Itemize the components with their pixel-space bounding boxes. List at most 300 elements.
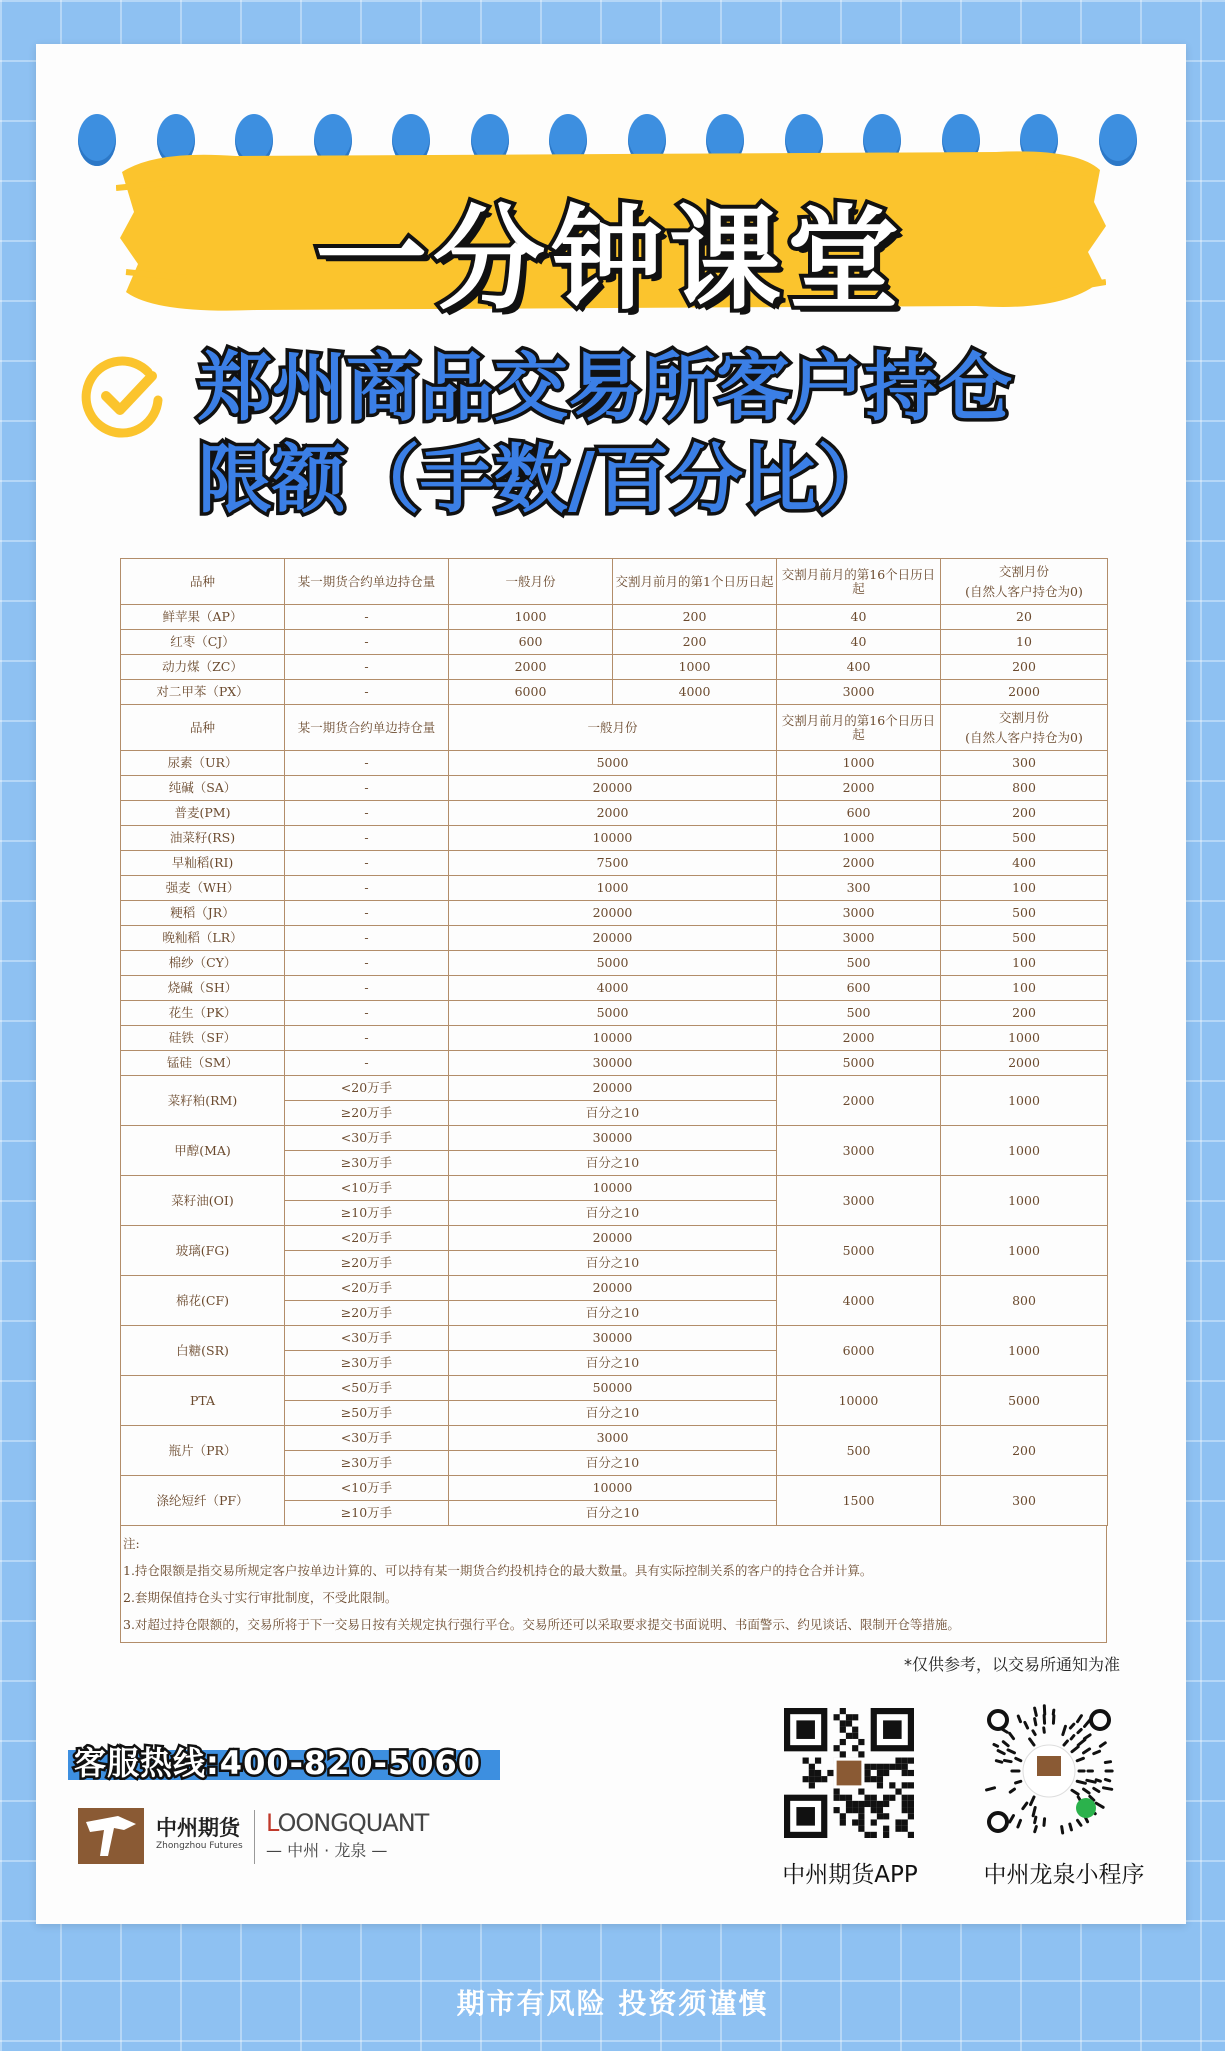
- table-row: [121, 876, 1108, 901]
- table-cell: 10000: [449, 1176, 777, 1201]
- table-row: [121, 926, 1108, 951]
- table-cell: 1000: [941, 1226, 1108, 1276]
- table-cell: 1000: [777, 826, 941, 851]
- table-cell: 1000: [941, 1176, 1108, 1226]
- table-cell: 3000: [777, 1176, 941, 1226]
- table-cell: ≥50万手: [285, 1401, 449, 1426]
- table-cell: 1000: [777, 751, 941, 776]
- qr-module: [827, 1770, 833, 1776]
- qr-module: [889, 1782, 895, 1788]
- table-cell: ≥30万手: [285, 1451, 449, 1476]
- mini-code-eye: [989, 1711, 1007, 1729]
- table-cell: 300: [941, 1476, 1108, 1526]
- mini-code-ray: [1018, 1716, 1020, 1722]
- table-cell: 6000: [449, 680, 613, 705]
- qr-module: [858, 1819, 864, 1825]
- mini-program-code[interactable]: [982, 1704, 1116, 1838]
- table-cell: 30000: [449, 1326, 777, 1351]
- table-cell: 20000: [449, 1076, 777, 1101]
- table-cell: ≥20万手: [285, 1301, 449, 1326]
- qr-module: [902, 1801, 908, 1807]
- qr-module: [834, 1714, 840, 1720]
- table-cell: 棉纱（CY）: [121, 951, 285, 976]
- qr-module: [846, 1720, 852, 1726]
- table-cell: -: [285, 751, 449, 776]
- table-cell: 3000: [449, 1426, 777, 1451]
- mini-code-ray: [1078, 1716, 1082, 1722]
- qr-module: [902, 1770, 908, 1776]
- table-cell: 20000: [449, 1276, 777, 1301]
- logo-divider: [254, 1810, 255, 1864]
- qr-module: [858, 1801, 864, 1807]
- table-cell: 菜籽粕(RM): [121, 1076, 285, 1126]
- qr-module: [834, 1795, 840, 1801]
- table-cell: 10000: [449, 1026, 777, 1051]
- page-title: 一分钟课堂: [315, 195, 905, 325]
- hotline-text: 客服热线:400-820-5060: [74, 1744, 482, 1782]
- loongquant-rest: OONGQUANT: [277, 1809, 429, 1837]
- table-cell: 棉花(CF): [121, 1276, 285, 1326]
- table-cell: <20万手: [285, 1276, 449, 1301]
- table-cell: 800: [941, 776, 1108, 801]
- table-cell: 百分之10: [449, 1451, 777, 1476]
- table-cell: -: [285, 951, 449, 976]
- qr-module: [902, 1782, 908, 1788]
- mini-code-ray: [1105, 1762, 1110, 1763]
- subtitle: [198, 342, 1098, 526]
- mini-code-ray: [1010, 1733, 1014, 1738]
- table-cell: 50000: [449, 1376, 777, 1401]
- table-cell: 5000: [777, 1226, 941, 1276]
- qr-module: [864, 1795, 870, 1801]
- mini-code-eye: [989, 1813, 1007, 1831]
- table-row: [121, 751, 1108, 776]
- table-row: [121, 1326, 1108, 1351]
- mini-code-ray: [1010, 1789, 1014, 1792]
- torn-paper-edge: [36, 1880, 1186, 1940]
- table-cell: 粳稻（JR）: [121, 901, 285, 926]
- qr-module: [883, 1720, 902, 1739]
- table-row: [121, 1226, 1108, 1251]
- qr-module: [815, 1776, 821, 1782]
- table-cell: 30000: [449, 1126, 777, 1151]
- table-cell: <10万手: [285, 1476, 449, 1501]
- qr-module: [796, 1720, 815, 1739]
- mini-code-ray: [1044, 1728, 1045, 1732]
- mini-code-ray: [1035, 1827, 1037, 1832]
- table-cell: 百分之10: [449, 1151, 777, 1176]
- qr-module: [858, 1788, 864, 1794]
- table-cell: 瓶片（PR）: [121, 1426, 285, 1476]
- table-cell: 甲醇(MA): [121, 1126, 285, 1176]
- table-cell: <30万手: [285, 1126, 449, 1151]
- table-cell: 100: [941, 976, 1108, 1001]
- table-cell: 鲜苹果（AP）: [121, 605, 285, 630]
- qr-module: [877, 1807, 883, 1813]
- table-cell: 5000: [941, 1376, 1108, 1426]
- header-cell: 一般月份: [449, 559, 613, 605]
- header-cell: 品种: [121, 559, 285, 605]
- table-cell: 4000: [777, 1276, 941, 1326]
- table-row: [121, 1026, 1108, 1051]
- table-cell: 1500: [777, 1476, 941, 1526]
- qr-module: [871, 1819, 877, 1825]
- mini-code-ray: [1004, 1760, 1011, 1761]
- mini-code-eye: [1091, 1711, 1109, 1729]
- qr-module: [864, 1801, 870, 1807]
- mini-code-ray: [998, 1751, 1004, 1754]
- table-cell: -: [285, 1051, 449, 1076]
- qr-module: [864, 1770, 870, 1776]
- table-cell: 百分之10: [449, 1351, 777, 1376]
- qr-module: [858, 1751, 864, 1757]
- note-line: 3.对超过持仓限额的，交易所将于下一交易日按有关规定执行强行平仓。交易所还可以采取要求提交书面说明、书面警示、约见谈话、限制开仓等措施。: [123, 1617, 960, 1632]
- qr-module: [908, 1807, 914, 1813]
- table-cell: ≥10万手: [285, 1201, 449, 1226]
- table-cell: 20000: [449, 1226, 777, 1251]
- mini-code-logo: [1037, 1756, 1061, 1776]
- mini-code-ray: [1016, 1781, 1021, 1783]
- qr-module: [895, 1764, 901, 1770]
- table-cell: 尿素（UR）: [121, 751, 285, 776]
- qr-module: [846, 1807, 852, 1813]
- mini-code-ray: [1064, 1741, 1067, 1745]
- table-row: [121, 1076, 1108, 1101]
- table-cell: 5000: [449, 951, 777, 976]
- qr-module: [908, 1801, 914, 1807]
- table-cell: 500: [941, 826, 1108, 851]
- table-cell: -: [285, 851, 449, 876]
- table-cell: 2000: [777, 776, 941, 801]
- qr-module: [877, 1782, 883, 1788]
- table-cell: -: [285, 826, 449, 851]
- table-cell: 2000: [449, 801, 777, 826]
- qr-module: [852, 1714, 858, 1720]
- table-cell: 1000: [613, 655, 777, 680]
- table-cell: 4000: [613, 680, 777, 705]
- table-cell: 百分之10: [449, 1401, 777, 1426]
- qr-module: [883, 1801, 889, 1807]
- mini-code-ray: [994, 1744, 998, 1746]
- table-cell: ≥10万手: [285, 1501, 449, 1526]
- table-cell: 1000: [941, 1026, 1108, 1051]
- mini-code-ray: [1044, 1819, 1045, 1826]
- qr-module: [809, 1782, 815, 1788]
- qr-module: [883, 1795, 889, 1801]
- table-cell: 百分之10: [449, 1201, 777, 1226]
- qr-module: [889, 1764, 895, 1770]
- mini-code-ray: [1072, 1747, 1078, 1752]
- table-cell: 20000: [449, 926, 777, 951]
- table-cell: 2000: [941, 680, 1108, 705]
- qr-module: [852, 1727, 858, 1733]
- table-row: [121, 976, 1108, 1001]
- table-cell: 500: [941, 926, 1108, 951]
- table-cell: 2000: [777, 1026, 941, 1051]
- loongquant-initial: L: [266, 1809, 278, 1837]
- table-cell: 百分之10: [449, 1101, 777, 1126]
- table-cell: 4000: [449, 976, 777, 1001]
- mini-code-ray: [1008, 1750, 1014, 1753]
- header-cell: 品种: [121, 705, 285, 751]
- table-cell: 100: [941, 951, 1108, 976]
- qr-module: [871, 1801, 877, 1807]
- table-cell: 强麦（WH）: [121, 876, 285, 901]
- mini-code-ray: [1031, 1797, 1034, 1805]
- qr-module: [864, 1776, 870, 1782]
- table-cell: 200: [941, 655, 1108, 680]
- header-cell: 某一期货合约单边持仓量: [285, 559, 449, 605]
- table-cell: 30000: [449, 1051, 777, 1076]
- qr-module: [877, 1813, 883, 1819]
- qr-module: [840, 1739, 846, 1745]
- table-cell: 1000: [449, 876, 777, 901]
- note-line: 1.持仓限额是指交易所规定客户按单边计算的、可以持有某一期货合约投机持仓的最大数量。具有实际控制关系的客户的持仓合并计算。: [123, 1563, 873, 1578]
- mini-code-ray: [987, 1788, 995, 1790]
- header-cell: 交割月前月的第16个日历日起: [777, 705, 941, 751]
- mini-code-ray: [1070, 1824, 1072, 1830]
- table-cell: 动力煤（ZC）: [121, 655, 285, 680]
- table-row: [121, 655, 1108, 680]
- table-cell: 10: [941, 630, 1108, 655]
- qr-module: [796, 1807, 815, 1826]
- table-cell: 300: [941, 751, 1108, 776]
- disclaimer: *仅供参考，以交易所通知为准: [903, 1655, 1120, 1674]
- table-cell: 纯碱（SA）: [121, 776, 285, 801]
- table-cell: 5000: [449, 1001, 777, 1026]
- qr-module: [809, 1770, 815, 1776]
- mini-code-ray: [1087, 1780, 1095, 1782]
- qr-module: [908, 1770, 914, 1776]
- table-row: [121, 826, 1108, 851]
- table-cell: -: [285, 605, 449, 630]
- table-cell: 500: [777, 1426, 941, 1476]
- header-line: 交割月份: [998, 709, 1049, 725]
- qr-module: [883, 1764, 889, 1770]
- table-cell: PTA: [121, 1376, 285, 1426]
- mini-code-ray: [1070, 1724, 1073, 1728]
- position-limit-table: [120, 558, 1108, 1526]
- qr-module: [864, 1764, 870, 1770]
- table-cell: 40: [777, 630, 941, 655]
- mini-code-ray: [1018, 1820, 1021, 1827]
- table-cell: 5000: [449, 751, 777, 776]
- qr-module: [809, 1764, 815, 1770]
- table-cell: 2000: [941, 1051, 1108, 1076]
- table-cell: ≥20万手: [285, 1101, 449, 1126]
- qr-module: [840, 1727, 846, 1733]
- table-cell: 1000: [941, 1076, 1108, 1126]
- table-cell: 200: [941, 1426, 1108, 1476]
- qr-module: [840, 1720, 846, 1726]
- table-cell: -: [285, 630, 449, 655]
- hotline: [68, 1738, 508, 1786]
- header-cell: 一般月份: [449, 705, 777, 751]
- table-row: [121, 1176, 1108, 1201]
- qr-module: [840, 1819, 846, 1825]
- qr-module: [852, 1733, 858, 1739]
- table-cell: -: [285, 680, 449, 705]
- qr-module: [871, 1832, 877, 1838]
- table-cell: 20000: [449, 776, 777, 801]
- table-cell: <10万手: [285, 1176, 449, 1201]
- table-cell: 5000: [777, 1051, 941, 1076]
- qr-module: [840, 1795, 846, 1801]
- table-row: [121, 1426, 1108, 1451]
- table-row: [121, 801, 1108, 826]
- mini-program-label: 中州龙泉小程序: [983, 1862, 1145, 1888]
- table-cell: 红枣（CJ）: [121, 630, 285, 655]
- table-row: [121, 1476, 1108, 1501]
- table-cell: 6000: [777, 1326, 941, 1376]
- table-cell: 1000: [941, 1326, 1108, 1376]
- qr-module: [846, 1801, 852, 1807]
- table-cell: 3000: [777, 926, 941, 951]
- qr-module: [858, 1826, 864, 1832]
- table-cell: 10000: [777, 1376, 941, 1426]
- qr-module: [852, 1745, 858, 1751]
- mini-code-ray: [1003, 1742, 1008, 1746]
- table-cell: 花生（PK）: [121, 1001, 285, 1026]
- table-cell: 600: [777, 801, 941, 826]
- qr-module: [895, 1788, 901, 1794]
- mini-code-ray: [1096, 1780, 1100, 1781]
- mini-code-ray: [1077, 1758, 1083, 1760]
- header-cell: 交割月前月的第1个日历日起: [613, 559, 777, 605]
- qr-module: [837, 1761, 862, 1786]
- mini-code-ray: [1071, 1736, 1074, 1739]
- table-row: [121, 1126, 1108, 1151]
- table-cell: 40: [777, 605, 941, 630]
- table-cell: 1000: [449, 605, 613, 630]
- position-limit-table-section: [120, 558, 1107, 1632]
- mini-code-ray: [1096, 1803, 1103, 1807]
- qr-module: [883, 1832, 889, 1838]
- qr-module: [902, 1795, 908, 1801]
- table-cell: -: [285, 926, 449, 951]
- app-qr-code[interactable]: [784, 1708, 914, 1838]
- table-cell: -: [285, 901, 449, 926]
- qr-module: [877, 1770, 883, 1776]
- mini-code-ray: [1033, 1807, 1035, 1815]
- qr-module: [877, 1776, 883, 1782]
- table-cell: 1000: [941, 1126, 1108, 1176]
- table-header-row: [121, 705, 1108, 751]
- binder-hole: [78, 114, 116, 166]
- mini-code-ray: [1025, 1722, 1028, 1728]
- qr-module: [902, 1764, 908, 1770]
- table-cell: 20000: [449, 901, 777, 926]
- header-cell: [941, 705, 1108, 751]
- note-line: 注:: [123, 1536, 140, 1551]
- qr-module: [902, 1758, 908, 1764]
- mini-code-ray: [1072, 1790, 1078, 1794]
- header-cell: 交割月前月的第16个日历日起: [777, 559, 941, 605]
- mini-code-ray: [1016, 1758, 1021, 1760]
- mini-code-ray: [1094, 1751, 1100, 1753]
- table-cell: 2000: [777, 851, 941, 876]
- qr-module: [895, 1819, 901, 1825]
- qr-module: [821, 1776, 827, 1782]
- qr-module: [877, 1801, 883, 1807]
- subtitle-line-2: 限额（手数/百分比）: [198, 437, 892, 523]
- qr-module: [803, 1776, 809, 1782]
- mini-code-ray: [1033, 1731, 1035, 1735]
- mini-code-ray: [1062, 1827, 1063, 1833]
- app-qr-label: 中州期货APP: [782, 1862, 918, 1888]
- mini-code-ray: [1063, 1726, 1066, 1734]
- check-circle-icon: [78, 352, 168, 442]
- qr-module: [834, 1745, 840, 1751]
- qr-module: [902, 1807, 908, 1813]
- table-cell: 3000: [777, 1126, 941, 1176]
- table-cell: 3000: [777, 680, 941, 705]
- qr-module: [871, 1807, 877, 1813]
- header-cell: 某一期货合约单边持仓量: [285, 705, 449, 751]
- table-cell: 300: [777, 876, 941, 901]
- mini-code-ray: [1094, 1788, 1099, 1791]
- note-line: 2.套期保值持仓头寸实行审批制度，不受此限制。: [123, 1590, 398, 1605]
- table-cell: 500: [777, 951, 941, 976]
- qr-module: [871, 1764, 877, 1770]
- qr-module: [858, 1739, 864, 1745]
- table-cell: 硅铁（SF）: [121, 1026, 285, 1051]
- table-cell: 400: [941, 851, 1108, 876]
- qr-module: [902, 1819, 908, 1825]
- table-cell: 玻璃(FG): [121, 1226, 285, 1276]
- loongquant-subtitle: — 中州 · 龙泉 —: [266, 1841, 388, 1860]
- qr-module: [883, 1826, 889, 1832]
- mini-code-ray: [996, 1761, 1001, 1762]
- zhongzhou-logo-icon: [78, 1808, 144, 1864]
- table-row: [121, 1376, 1108, 1401]
- table-cell: 百分之10: [449, 1251, 777, 1276]
- table-cell: 600: [449, 630, 613, 655]
- qr-module: [815, 1758, 821, 1764]
- mini-program-badge-icon: [1076, 1798, 1096, 1818]
- mini-code-ray: [1035, 1708, 1037, 1715]
- qr-module: [871, 1795, 877, 1801]
- mini-code-ray: [1084, 1735, 1090, 1739]
- mini-code-ray: [1105, 1779, 1109, 1780]
- logo-company-english: Zhongzhou Futures: [156, 1841, 243, 1851]
- header-cell: [941, 559, 1108, 605]
- table-cell: <50万手: [285, 1376, 449, 1401]
- table-cell: -: [285, 655, 449, 680]
- table-cell: 2000: [777, 1076, 941, 1126]
- qr-module: [840, 1751, 846, 1757]
- table-cell: 百分之10: [449, 1501, 777, 1526]
- qr-module: [852, 1807, 858, 1813]
- table-cell: 7500: [449, 851, 777, 876]
- table-cell: 烧碱（SH）: [121, 976, 285, 1001]
- qr-module: [895, 1758, 901, 1764]
- table-row: [121, 1001, 1108, 1026]
- table-cell: 早籼稻(RI): [121, 851, 285, 876]
- table-cell: 100: [941, 876, 1108, 901]
- mini-code-ray: [1035, 1719, 1036, 1725]
- table-cell: 400: [777, 655, 941, 680]
- table-cell: 白糖(SR): [121, 1326, 285, 1376]
- table-cell: 500: [777, 1001, 941, 1026]
- table-cell: -: [285, 1026, 449, 1051]
- table-cell: 2000: [449, 655, 613, 680]
- table-cell: 晚籼稻（LR）: [121, 926, 285, 951]
- table-cell: 锰硅（SM）: [121, 1051, 285, 1076]
- qr-module: [908, 1832, 914, 1838]
- table-cell: ≥30万手: [285, 1351, 449, 1376]
- mini-code-ray: [1084, 1749, 1090, 1753]
